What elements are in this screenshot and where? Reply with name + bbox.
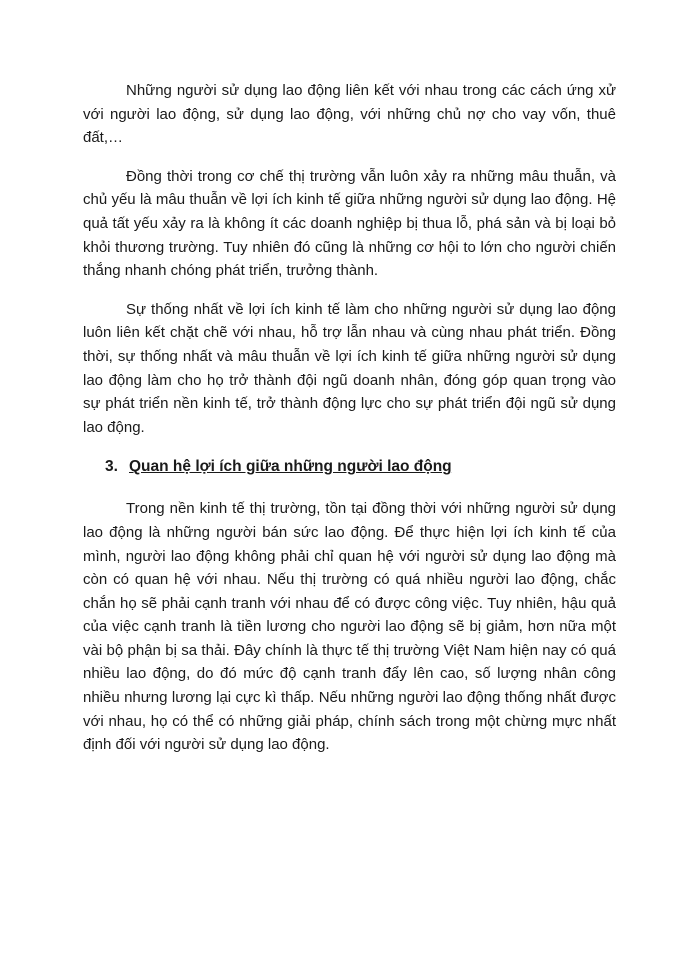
paragraph-worker-relations: Trong nền kinh tế thị trường, tồn tại đồng thời với những người sử dụng lao động là những người bán sức lao động. Để thực hiện lợi ích kinh tế của mình, người lao động không phải chỉ quan hệ với người sử dụng lao động mà còn có quan hệ với nhau. Nếu thị trường có quá nhiều người lao động, chắc chắn họ sẽ phải cạnh tranh với nhau để có được công việc. Tuy nhiên, hậu quả của việc cạnh tranh là tiền lương cho người lao động sẽ bị giảm, hơn nữa một vài bộ phận bị sa thải. Đây chính là thực tế thị trường Việt Nam hiện nay có quá nhiều lao động, do đó mức độ cạnh tranh đẩy lên cao, số lượng nhân công nhiều nhưng lương lại cực kì thấp. Nếu những người lao động thống nhất được với nhau, họ có thể có những giải pháp, chính sách trong một chừng mực nhất định đối với người sử dụng lao động.: [83, 500, 616, 754]
document-page: [83, 79, 616, 757]
paragraph-employer-conflicts: Đồng thời trong cơ chế thị trường vẫn luôn xảy ra những mâu thuẫn, và chủ yếu là mâu thuẫn về lợi ích kinh tế giữa những người sử dụng lao động. Hệ quả tất yếu xảy ra là không ít các doanh nghiệp bị thua lỗ, phá sản và bị loại bỏ khỏi thương trường. Tuy nhiên đó cũng là những cơ hội to lớn cho người chiến thắng nhanh chóng phát triển, trưởng thành.: [83, 167, 616, 280]
paragraph-unity-of-interests: Sự thống nhất về lợi ích kinh tế làm cho những người sử dụng lao động luôn liên kết chặt chẽ với nhau, hỗ trợ lẫn nhau và cùng nhau phát triển. Đồng thời, sự thống nhất và mâu thuẫn về lợi ích kinh tế giữa những người sử dụng lao động làm cho họ trở thành đội ngũ doanh nhân, đóng góp quan trọng vào sự phát triển nền kinh tế, trở thành động lực cho sự phát triển đội ngũ sử dụng lao động.: [83, 300, 616, 436]
paragraph-employer-alliances: Những người sử dụng lao động liên kết với nhau trong các cách ứng xử với người lao động, sử dụng lao động, với những chủ nợ cho vay vốn, thuê đất,…: [83, 82, 616, 147]
section-heading: [83, 455, 616, 479]
section-title: Quan hệ lợi ích giữa những người lao động: [129, 458, 452, 476]
section-number: 3.: [105, 458, 118, 476]
